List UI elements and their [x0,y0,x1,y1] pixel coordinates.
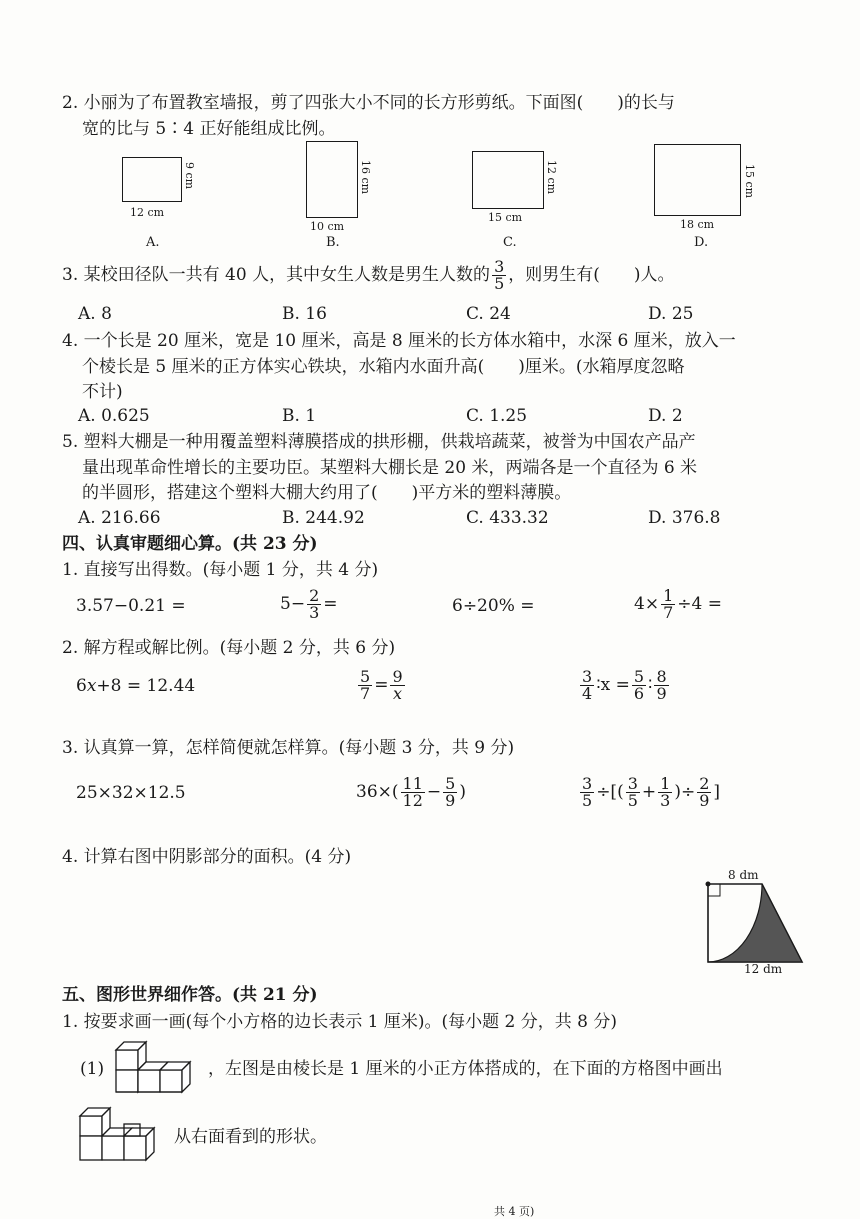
s4-p4-title: 4. 计算右图中阴影部分的面积。(4 分) [62,847,352,867]
s4-p1-expr1: 3.57−0.21 = [76,596,186,616]
fraction: $\frac{5}{6}$ [633,667,645,703]
section-4-title: 四、认真审题细心算。(共 23 分) [62,534,318,554]
s4-p2-expr3: $\frac{3}{4}$ ∶x = $\frac{5}{6}$ ∶ $\frac{8}{9}$ [582,667,667,703]
q3-option-b: B. 16 [282,304,327,324]
fraction: $\frac{5}{7}$ [360,667,371,703]
q5-option-c: C. 433.32 [466,508,549,528]
page-footer: 共 4 页) [494,1205,535,1218]
s4-p2-expr2: $\frac{5}{7}$ = $\frac{9}{x}$ [360,667,403,703]
caption-c: C. [503,235,517,250]
rect-b-width-label: 10 cm [310,220,345,233]
rect-c [472,151,544,209]
figure-bottom-label: 12 dm [744,962,783,976]
q4-option-d: D. 2 [648,406,683,426]
caption-a: A. [146,235,160,250]
q4-option-c: C. 1.25 [466,406,528,426]
s4-p3-title: 3. 认真算一算，怎样简便就怎样算。(每小题 3 分，共 9 分) [62,738,515,758]
fraction: $\frac{8}{9}$ [656,667,667,703]
q3-option-d: D. 25 [648,304,694,324]
shaded-region [708,884,802,962]
q2-line2: 宽的比与 5∶4 正好能组成比例。 [82,119,336,139]
rect-b-height-label: 16 cm [359,160,372,195]
cube-stack-figure-2 [76,1102,172,1168]
s4-p1-expr2: 5− $\frac{2}{3}$ = [280,586,338,622]
q3-option-c: C. 24 [466,304,511,324]
q4-line3: 不计) [82,382,123,402]
s4-p3-expr2: 36×( $\frac{11}{12}$ − $\frac{5}{9}$ ) [356,774,466,810]
fraction: $\frac{9}{x}$ [392,667,403,703]
q3-fraction: $\frac{3}{5}$ [494,257,505,293]
q4-option-b: B. 1 [282,406,317,426]
rect-c-width-label: 15 cm [488,211,523,224]
figure-top-label: 8 dm [728,868,759,882]
q4-line1: 4. 一个长是 20 厘米，宽是 10 厘米，高是 8 厘米的长方体水箱中，水深 6 厘米，放入一 [62,331,736,351]
section-5-title: 五、图形世界细作答。(共 21 分) [62,985,318,1005]
s5-p1-title: 1. 按要求画一画(每个小方格的边长表示 1 厘米)。(每小题 2 分，共 8 分) [62,1012,618,1032]
q5-option-d: D. 376.8 [648,508,721,528]
fraction: $\frac{2}{3}$ [309,586,320,622]
fraction: $\frac{3}{4}$ [582,667,593,703]
rect-a-height-label: 9 cm [183,162,196,190]
rect-b [306,141,358,218]
fraction: $\frac{1}{3}$ [660,774,671,810]
s4-p3-expr1: 25×32×12.5 [76,783,186,803]
rect-d [654,144,741,216]
fraction: $\frac{3}{5}$ [582,774,593,810]
s4-p2-expr1: 6x+8 = 12.44 [76,676,196,696]
shaded-area-figure [704,880,816,970]
s5-sub1-label: (1) [80,1059,105,1079]
q4-option-a: A. 0.625 [78,406,150,426]
q5-option-b: B. 244.92 [282,508,365,528]
s4-p2-title: 2. 解方程或解比例。(每小题 2 分，共 6 分) [62,638,396,658]
rect-a [122,157,182,202]
fraction: $\frac{3}{5}$ [627,774,638,810]
cube-stack-figure-1 [110,1036,206,1108]
s5-sub1-text: ，左图是由棱长是 1 厘米的小正方体搭成的，在下面的方格图中画出 [208,1059,723,1079]
fraction: $\frac{1}{7}$ [663,586,674,622]
fraction: $\frac{11}{12}$ [402,774,423,810]
right-angle-mark [708,884,720,896]
q5-option-a: A. 216.66 [78,508,161,528]
q4-line2: 个棱长是 5 厘米的正方体实心铁块，水箱内水面升高( )厘米。(水箱厚度忽略 [82,357,685,377]
s4-p3-expr3: $\frac{3}{5}$ ÷[( $\frac{3}{5}$ + $\frac{1}{3}$ )÷ $\frac{2}{9}$ ] [582,774,721,810]
s5-sub1-text2: 从右面看到的形状。 [174,1127,327,1147]
s4-p1-title: 1. 直接写出得数。(每小题 1 分，共 4 分) [62,560,379,580]
rect-a-width-label: 12 cm [130,206,165,219]
s4-p1-expr3: 6÷20% = [452,596,535,616]
caption-d: D. [694,235,709,250]
q5-line1: 5. 塑料大棚是一种用覆盖塑料薄膜搭成的拱形棚，供栽培蔬菜，被誉为中国农产品产 [62,432,696,452]
q3-line [62,257,675,293]
s4-p1-expr4: 4× $\frac{1}{7}$ ÷4 = [634,586,722,622]
q3-option-a: A. 8 [78,304,112,324]
q5-line2: 量出现革命性增长的主要功臣。某塑料大棚长是 20 米，两端各是一个直径为 6 米 [82,458,698,478]
q3-text-post: ，则男生有( )人。 [508,265,675,285]
q3-text-pre: 3. 某校田径队一共有 40 人，其中女生人数是男生人数的 [62,265,491,285]
caption-b: B. [326,235,340,250]
fraction: $\frac{2}{9}$ [699,774,710,810]
q2-line1: 2. 小丽为了布置教室墙报，剪了四张大小不同的长方形剪纸。下面图( )的长与 [62,93,675,113]
corner-dot [706,882,711,887]
q5-line3: 的半圆形，搭建这个塑料大棚大约用了( )平方米的塑料薄膜。 [82,483,572,503]
fraction: $\frac{5}{9}$ [445,774,456,810]
rect-d-width-label: 18 cm [680,218,715,231]
rect-d-height-label: 15 cm [743,164,756,199]
rect-c-height-label: 12 cm [545,160,558,195]
